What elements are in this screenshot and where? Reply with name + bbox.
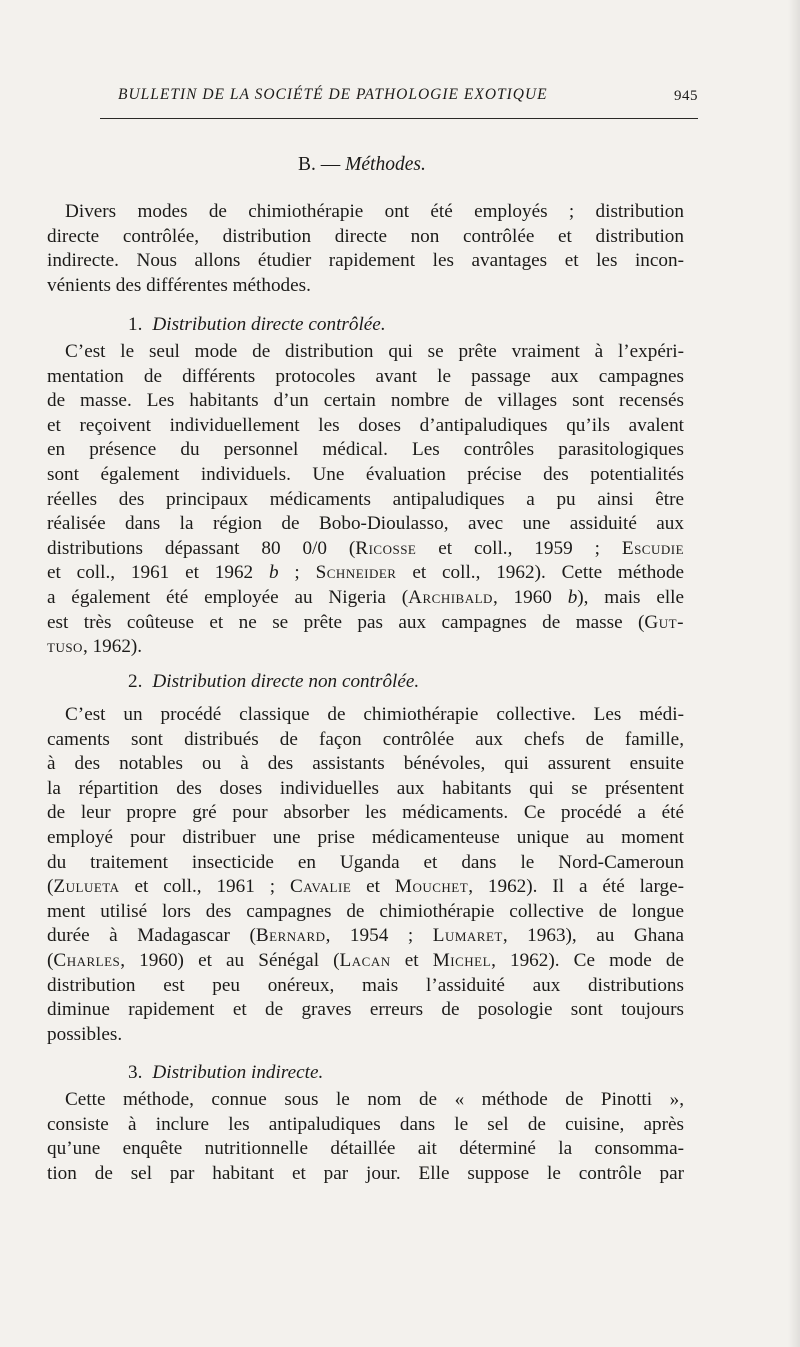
text-line: Cette méthode, connue sous le nom de « méthode de Pinotti », xyxy=(65,1089,684,1110)
text-line: de masse. Les habitants d’un certain nombre de villages sont recensés xyxy=(47,390,684,412)
text-line: caments sont distribués de façon contrôlée aux chefs de famille, xyxy=(47,728,684,750)
text-run: ; xyxy=(278,562,316,584)
text-line: employé pour distribuer une prise médicamenteuse unique au moment xyxy=(47,826,684,848)
text-line: réalisée dans la région de Bobo-Dioulasso, avec une assiduité aux xyxy=(47,513,684,535)
author-ref: Mouchet xyxy=(394,876,469,898)
page-number: 945 xyxy=(674,88,698,104)
journal-title: BULLETIN DE LA SOCIÉTÉ DE PATHOLOGIE EXOTIQUE xyxy=(118,86,548,103)
text-run: et xyxy=(351,876,395,898)
text-run: , 1963), au Ghana xyxy=(502,925,684,947)
text-line: la répartition des doses individuelles aux habitants qui se présentent xyxy=(47,777,684,799)
text-line: en présence du personnel médical. Les contrôles parasitologiques xyxy=(47,439,684,461)
text-line xyxy=(47,586,684,611)
text-line: vénients des différentes méthodes. xyxy=(47,274,311,296)
text-line: directe contrôlée, distribution directe non contrôlée et distribution xyxy=(47,225,684,247)
author-ref: Gut- xyxy=(644,611,684,633)
text-line: Divers modes de chimiothérapie ont été employés ; distribution xyxy=(65,201,684,222)
author-ref: Zulueta xyxy=(53,876,120,898)
author-ref: Bernard xyxy=(255,925,326,947)
subsection-title: Distribution directe non contrôlée. xyxy=(152,671,420,692)
text-line xyxy=(47,949,684,974)
text-line: qu’une enquête nutritionnelle détaillée ait déterminé la consomma- xyxy=(47,1138,684,1160)
author-ref: Escudie xyxy=(621,537,685,559)
text-run: est très coûteuse et ne se prête pas aux campagnes de masse ( xyxy=(47,611,645,633)
author-ref: Michel xyxy=(432,949,492,971)
text-run: et coll., 1959 ; xyxy=(416,537,622,559)
text-run: , 1962). xyxy=(82,636,143,658)
text-line: C’est un procédé classique de chimiothérapie collective. Les médi- xyxy=(65,704,684,725)
text-run: , 1962). Il a été large- xyxy=(468,876,684,898)
text-line: distribution est peu onéreux, mais l’assiduité aux distributions xyxy=(47,974,684,996)
text-run: et coll., 1961 et 1962 xyxy=(47,562,269,584)
text-run: et coll., 1962). Cette méthode xyxy=(396,562,684,584)
text-run: et xyxy=(390,949,433,971)
text-run: , 1954 ; xyxy=(325,925,433,947)
text-run: durée à Madagascar ( xyxy=(47,925,256,947)
text-line: possibles. xyxy=(47,1023,123,1045)
text-line xyxy=(47,635,684,660)
text-line xyxy=(47,537,684,562)
text-run: et coll., 1961 ; xyxy=(119,876,290,898)
text-line xyxy=(47,875,684,900)
section-label: B. — xyxy=(298,154,346,175)
text-run: b xyxy=(567,586,578,608)
text-line: et reçoivent individuellement les doses d’antipaludiques qu’ils avalent xyxy=(47,414,684,436)
subsection-1-heading xyxy=(128,313,765,338)
author-ref: tuso xyxy=(47,636,83,658)
text-line: à des notables ou à des assistants bénévoles, qui assurent ensuite xyxy=(47,753,684,775)
section-heading xyxy=(298,154,426,176)
text-line: indirecte. Nous allons étudier rapidement les avantages et les incon- xyxy=(47,250,684,272)
author-ref: Cavalie xyxy=(289,876,352,898)
text-line: diminue rapidement et de graves erreurs de posologie sont toujours xyxy=(47,999,684,1021)
text-line: C’est le seul mode de distribution qui se prête vraiment à l’expéri- xyxy=(65,341,684,362)
author-ref: Charles xyxy=(53,949,121,971)
author-ref: Schneider xyxy=(315,562,397,584)
author-ref: Lumaret xyxy=(432,925,503,947)
intro-paragraph xyxy=(47,200,684,298)
text-run: distributions dépassant 80 0/0 ( xyxy=(47,537,356,559)
subsection-title: Distribution directe contrôlée. xyxy=(152,314,386,335)
text-run: , 1960) et au Sénégal ( xyxy=(120,949,340,971)
subsection-number: 2. xyxy=(128,671,143,692)
subsection-2-heading xyxy=(128,670,765,695)
text-line: tion de sel par habitant et par jour. Elle suppose le contrôle par xyxy=(47,1162,684,1184)
running-header xyxy=(118,86,698,112)
subsection-title: Distribution indirecte. xyxy=(152,1062,324,1083)
subsection-1-body xyxy=(47,340,684,660)
text-run: ( xyxy=(47,949,54,971)
page-edge-shadow xyxy=(788,0,800,1347)
text-line: réelles des principaux médicaments antipaludiques a pu ainsi être xyxy=(47,488,684,510)
author-ref: Ricosse xyxy=(355,537,417,559)
text-line: du traitement insecticide en Uganda et dans le Nord-Cameroun xyxy=(47,851,684,873)
text-line xyxy=(47,561,684,586)
author-ref: Lacan xyxy=(339,949,391,971)
text-run: , 1960 xyxy=(492,586,568,608)
subsection-2-body xyxy=(47,703,684,1047)
text-line: de leur propre gré pour absorber les médicaments. Ce procédé a été xyxy=(47,802,684,824)
text-line xyxy=(47,611,684,636)
subsection-number: 3. xyxy=(128,1062,143,1083)
text-run: ( xyxy=(47,876,54,898)
text-run: b xyxy=(268,562,279,584)
text-line: mentation de différents protocoles avant le passage aux campagnes xyxy=(47,365,684,387)
text-run: ), mais elle xyxy=(577,586,685,608)
author-ref: Archibald xyxy=(408,586,493,608)
text-line: ment utilisé lors des campagnes de chimiothérapie collective de longue xyxy=(47,900,684,922)
subsection-number: 1. xyxy=(128,314,143,335)
text-run: a également été employée au Nigeria ( xyxy=(47,586,409,608)
text-line xyxy=(47,924,684,949)
text-line: sont également individuels. Une évaluation précise des potentialités xyxy=(47,463,684,485)
section-title: Méthodes. xyxy=(345,154,426,175)
text-run: , 1962). Ce mode de xyxy=(491,949,684,971)
subsection-3-body xyxy=(47,1088,684,1186)
text-line: consiste à inclure les antipaludiques dans le sel de cuisine, après xyxy=(47,1113,684,1135)
subsection-3-heading xyxy=(128,1061,765,1086)
header-rule xyxy=(100,118,698,119)
